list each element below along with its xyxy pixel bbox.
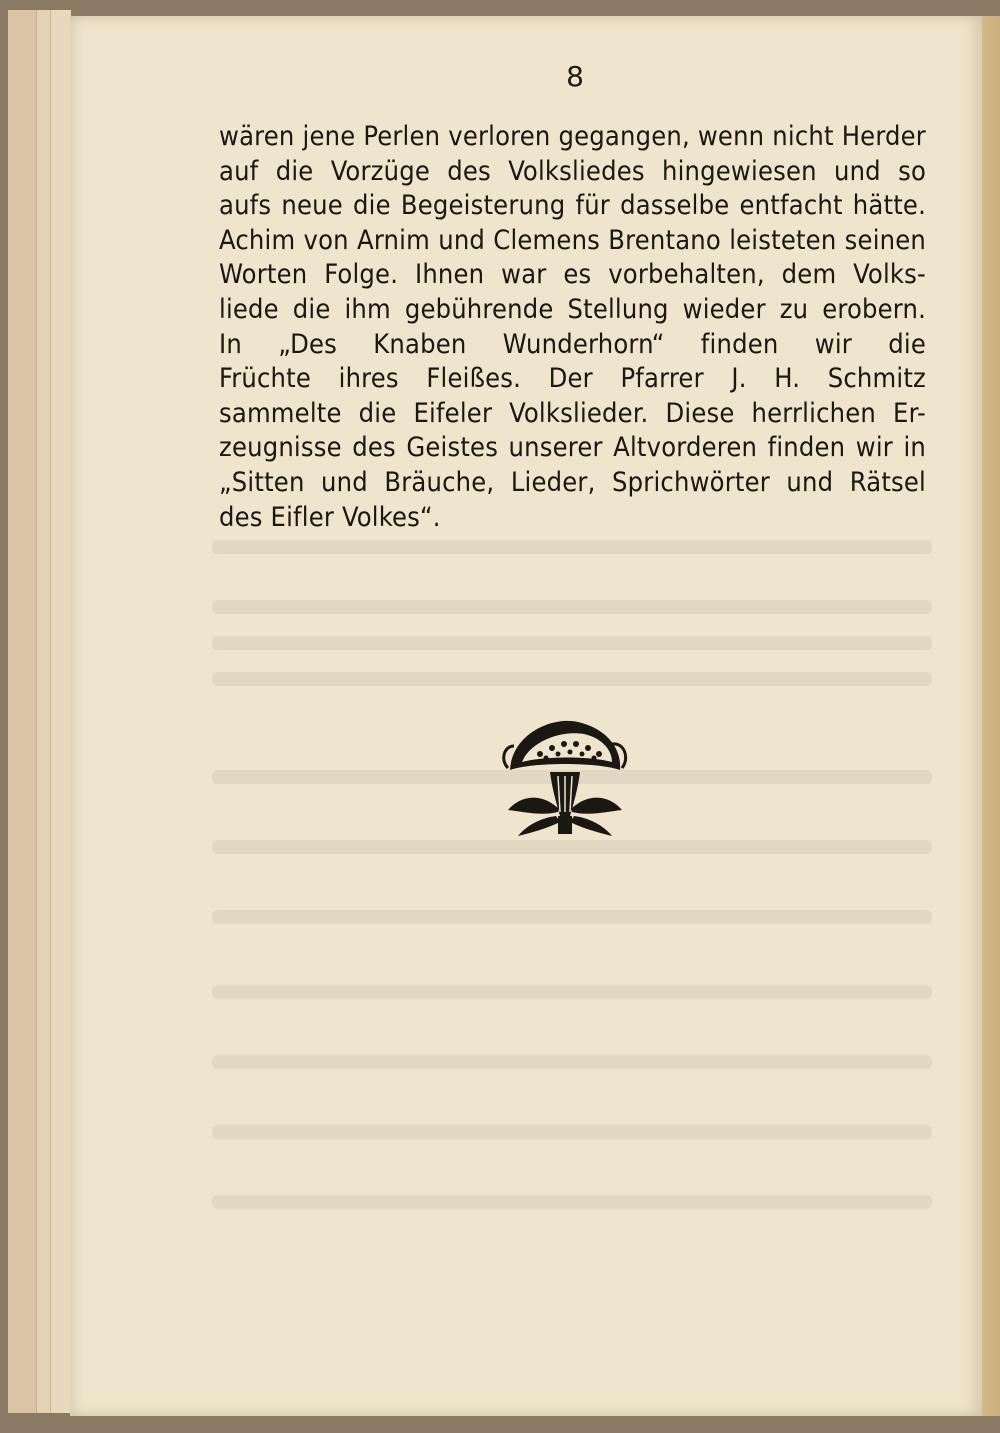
- text-line: Früchte ihres Fleißes. Der Pfarrer J. H. Schmitz: [219, 363, 926, 395]
- bleed-through: [212, 1125, 932, 1139]
- bleed-through: [212, 1195, 932, 1209]
- text-line: In „Des Knaben Wunderhorn“ finden wir die: [219, 328, 926, 360]
- plant-vignette-icon: [500, 712, 630, 836]
- text-line: zeugnisse des Geistes unserer Altvorderen finden wir in: [219, 432, 926, 464]
- text-line: aufs neue die Begeisterung für dasselbe entfacht hätte.: [219, 190, 926, 222]
- book-edge-outer: [8, 10, 36, 1413]
- bleed-through: [212, 910, 932, 924]
- bleed-through: [212, 840, 932, 854]
- bleed-through: [212, 540, 932, 554]
- text-line: Worten Folge. Ihnen war es vorbehalten, dem Volks-: [219, 259, 926, 291]
- bleed-through: [212, 985, 932, 999]
- text-line: Achim von Arnim und Clemens Brentano leisteten seinen: [219, 224, 926, 256]
- text-line: sammelte die Eifeler Volkslieder. Diese herrlichen Er-: [219, 397, 926, 429]
- text-line: „Sitten und Bräuche, Lieder, Sprichwörter und Rätsel: [219, 466, 926, 498]
- bleed-through: [212, 636, 932, 650]
- text-line: liede die ihm gebührende Stellung wieder zu erobern.: [219, 293, 926, 325]
- page-number: 8: [566, 60, 584, 93]
- bleed-through: [212, 600, 932, 614]
- bleed-through: [212, 1055, 932, 1069]
- text-line: des Eifler Volkes“.: [219, 501, 441, 533]
- book-edge-inner: [50, 10, 71, 1413]
- text-line: wären jene Perlen verloren gegangen, wenn nicht Herder: [219, 121, 926, 152]
- body-text: [219, 120, 926, 535]
- text-line: auf die Vorzüge des Volksliedes hingewiesen und so: [219, 155, 926, 187]
- bleed-through: [212, 672, 932, 686]
- book-edge-middle: [36, 10, 51, 1413]
